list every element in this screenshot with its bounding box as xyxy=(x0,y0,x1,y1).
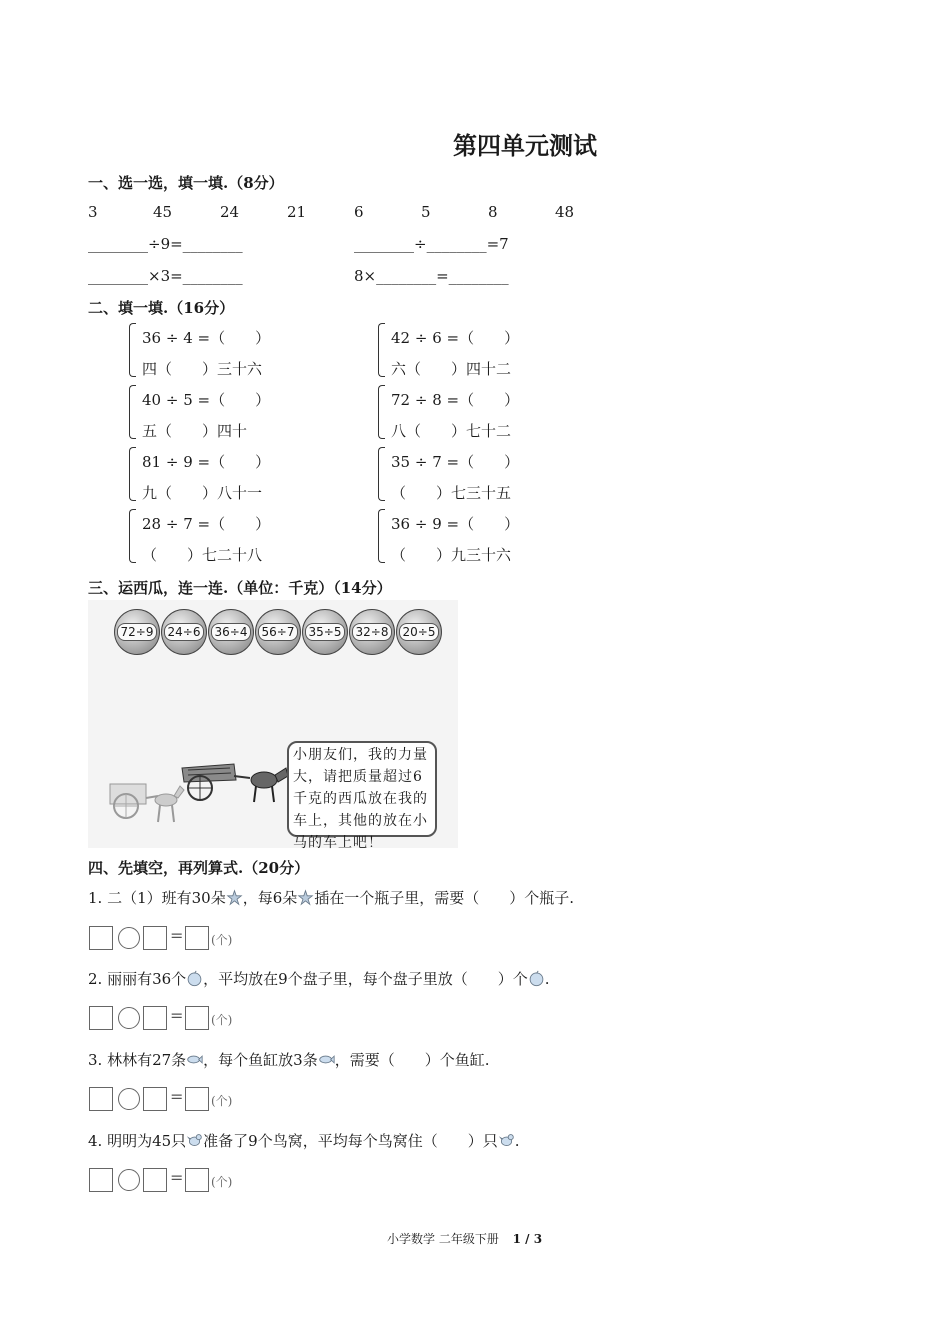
bird-icon xyxy=(186,1132,203,1149)
section-2-heading: 二、填一填.（16分） xyxy=(88,299,235,317)
division-equation[interactable]: 36 ÷ 9 =（ ） xyxy=(391,515,520,533)
melon-label: 35÷5 xyxy=(305,623,345,641)
melon-label: 32÷8 xyxy=(352,623,392,641)
section-3-heading: 三、运西瓜，连一连.（单位：千克）（14分） xyxy=(88,579,392,597)
melon-label: 20÷5 xyxy=(399,623,439,641)
operator-circle[interactable] xyxy=(118,927,140,949)
number-choice: 21 xyxy=(287,203,307,221)
q3-text-b: ，每个鱼缸放3条 xyxy=(203,1051,318,1069)
unit-label: (个) xyxy=(211,1013,233,1027)
answer-box[interactable] xyxy=(185,926,209,950)
answer-box[interactable] xyxy=(89,926,113,950)
brace xyxy=(129,509,136,563)
horse-cart-icon[interactable] xyxy=(106,770,186,830)
flower-icon xyxy=(297,889,314,906)
section-4-heading: 四、先填空，再列算式.（20分） xyxy=(88,859,310,877)
watermelon-icon[interactable] xyxy=(208,609,254,655)
page-title: 第四单元测试 xyxy=(453,131,597,160)
operator-circle[interactable] xyxy=(118,1088,140,1110)
fill-formula-4[interactable]: 8×________=________ xyxy=(354,267,509,285)
brace xyxy=(378,385,385,439)
bird-icon xyxy=(498,1132,515,1149)
footer-subject: 小学数学 二年级下册 xyxy=(387,1232,499,1246)
fill-formula-2[interactable]: ________÷________=7 xyxy=(354,235,509,253)
watermelon-icon[interactable] xyxy=(349,609,395,655)
operator-circle[interactable] xyxy=(118,1007,140,1029)
q4-text-c: . xyxy=(514,1132,520,1150)
speech-bubble: 小朋友们，我的力量大，请把质量超过6千克的西瓜放在我的车上，其他的放在小马的车上吧！ xyxy=(287,741,437,837)
question-4 xyxy=(88,1130,520,1151)
fill-formula-1[interactable]: ________÷9=________ xyxy=(88,235,243,253)
page-number: 1 / 3 xyxy=(512,1232,543,1246)
answer-box[interactable] xyxy=(185,1168,209,1192)
multiplication-rhyme[interactable]: 八（ ）七十二 xyxy=(391,422,512,440)
equals-sign: = xyxy=(170,1087,184,1106)
division-equation[interactable]: 42 ÷ 6 =（ ） xyxy=(391,329,520,347)
melon-label: 56÷7 xyxy=(258,623,298,641)
q3-text-a: 3. 林林有27条 xyxy=(88,1051,187,1069)
watermelon-icon[interactable] xyxy=(302,609,348,655)
multiplication-rhyme[interactable]: （ ）七二十八 xyxy=(142,546,263,564)
equals-sign: = xyxy=(170,1168,184,1187)
multiplication-rhyme[interactable]: 九（ ）八十一 xyxy=(142,484,263,502)
multiplication-rhyme[interactable]: 四（ ）三十六 xyxy=(142,360,263,378)
multiplication-rhyme[interactable]: 六（ ）四十二 xyxy=(391,360,512,378)
fill-formula-3[interactable]: ________×3=________ xyxy=(88,267,243,285)
apple-icon xyxy=(186,970,203,987)
division-equation[interactable]: 72 ÷ 8 =（ ） xyxy=(391,391,520,409)
watermelon-icon[interactable] xyxy=(396,609,442,655)
q2-text-a: 2. 丽丽有36个 xyxy=(88,970,187,988)
brace xyxy=(378,447,385,501)
flower-icon xyxy=(226,889,243,906)
q1-text-b: ，每6朵 xyxy=(242,889,298,907)
question-3 xyxy=(88,1049,490,1070)
equals-sign: = xyxy=(170,1006,184,1025)
watermelon-icon[interactable] xyxy=(255,609,301,655)
number-choice: 8 xyxy=(488,203,498,221)
melon-label: 24÷6 xyxy=(164,623,204,641)
answer-box[interactable] xyxy=(143,1006,167,1030)
unit-label: (个) xyxy=(211,1094,233,1108)
number-choice: 6 xyxy=(354,203,364,221)
brace xyxy=(129,447,136,501)
section-1-heading: 一、选一选，填一填.（8分） xyxy=(88,174,284,192)
question-2 xyxy=(88,968,550,989)
answer-box[interactable] xyxy=(89,1006,113,1030)
q4-text-a: 4. 明明为45只 xyxy=(88,1132,187,1150)
division-equation[interactable]: 35 ÷ 7 =（ ） xyxy=(391,453,520,471)
unit-label: (个) xyxy=(211,1175,233,1189)
number-choice: 3 xyxy=(88,203,98,221)
q1-text-c[interactable]: 插在一个瓶子里，需要（ ）个瓶子. xyxy=(314,889,575,907)
melon-label: 36÷4 xyxy=(211,623,251,641)
answer-box[interactable] xyxy=(89,1168,113,1192)
q2-text-b[interactable]: ，平均放在9个盘子里，每个盘子里放（ ）个 xyxy=(203,970,528,988)
division-equation[interactable]: 81 ÷ 9 =（ ） xyxy=(142,453,271,471)
answer-box[interactable] xyxy=(185,1087,209,1111)
brace xyxy=(129,323,136,377)
division-equation[interactable]: 40 ÷ 5 =（ ） xyxy=(142,391,271,409)
answer-box[interactable] xyxy=(185,1006,209,1030)
q3-text-c[interactable]: ，需要（ ）个鱼缸. xyxy=(334,1051,490,1069)
q2-text-c: . xyxy=(544,970,550,988)
answer-box[interactable] xyxy=(143,926,167,950)
answer-box[interactable] xyxy=(89,1087,113,1111)
q1-text-a: 1. 二（1）班有30朵 xyxy=(88,889,226,907)
watermelon-icon[interactable] xyxy=(114,609,160,655)
unit-label: (个) xyxy=(211,933,233,947)
number-choice: 45 xyxy=(153,203,173,221)
answer-box[interactable] xyxy=(143,1168,167,1192)
multiplication-rhyme[interactable]: （ ）七三十五 xyxy=(391,484,512,502)
answer-box[interactable] xyxy=(143,1087,167,1111)
division-equation[interactable]: 36 ÷ 4 =（ ） xyxy=(142,329,271,347)
fish-icon xyxy=(318,1051,335,1068)
brace xyxy=(129,385,136,439)
fish-icon xyxy=(186,1051,203,1068)
brace xyxy=(378,509,385,563)
multiplication-rhyme[interactable]: （ ）九三十六 xyxy=(391,546,512,564)
watermelon-icon[interactable] xyxy=(161,609,207,655)
melon-label: 72÷9 xyxy=(117,623,157,641)
division-equation[interactable]: 28 ÷ 7 =（ ） xyxy=(142,515,271,533)
operator-circle[interactable] xyxy=(118,1169,140,1191)
number-choice: 5 xyxy=(421,203,431,221)
apple-icon xyxy=(528,970,545,987)
q4-text-b[interactable]: 准备了9个鸟窝，平均每个鸟窝住（ ）只 xyxy=(203,1132,498,1150)
number-choice: 48 xyxy=(555,203,575,221)
equals-sign: = xyxy=(170,926,184,945)
brace xyxy=(378,323,385,377)
question-1 xyxy=(88,887,574,908)
multiplication-rhyme[interactable]: 五（ ）四十 xyxy=(142,422,248,440)
number-choice: 24 xyxy=(220,203,240,221)
ox-cart-icon[interactable] xyxy=(178,756,290,806)
page-footer xyxy=(387,1230,542,1247)
